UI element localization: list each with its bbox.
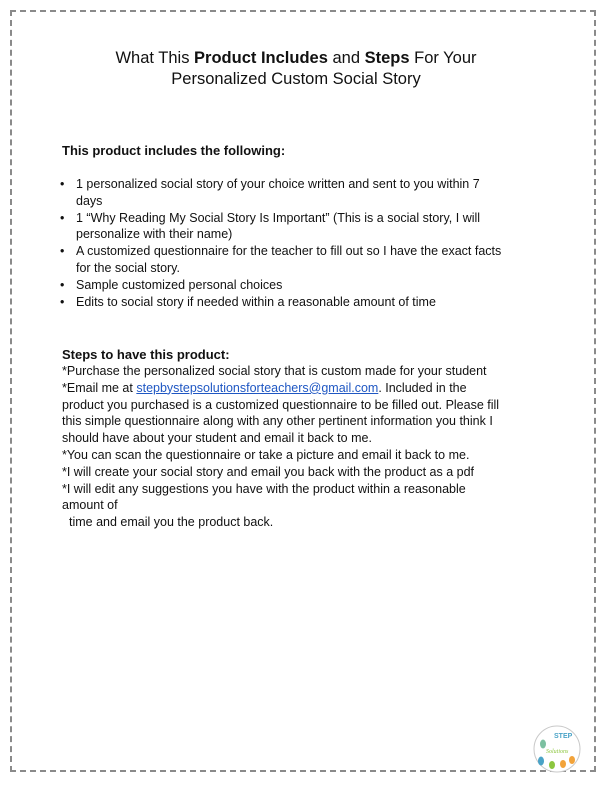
- page-title: [0, 48, 592, 90]
- steps-line: product you purchased is a customized questionnaire to be filled out. Please fill: [62, 397, 500, 412]
- steps-heading: Steps to have this product:: [62, 347, 230, 362]
- list-item: • A customized questionnaire for the teacher to fill out so I have the exact facts for the social story.: [60, 244, 502, 275]
- steps-line: *Purchase the personalized social story that is custom made for your student: [62, 364, 487, 378]
- steps-line: *You can scan the questionnaire or take a picture and email it back to me.: [62, 447, 470, 462]
- title-line-1: What This Product Includes and Steps For Your: [115, 49, 477, 67]
- steps-line: *I will edit any suggestions you have with the product within a reasonable: [62, 481, 466, 496]
- logo-text-solutions: Solutions: [546, 749, 569, 755]
- steps-logo-icon: [532, 724, 582, 774]
- steps-line: time and email you the product back.: [69, 515, 274, 530]
- list-item: • 1 “Why Reading My Social Story Is Important” (This is a social story, I will personalize with their name): [60, 210, 481, 242]
- title-line-2: Personalized Custom Social Story: [171, 70, 421, 88]
- list-item: • Sample customized personal choices: [60, 277, 283, 292]
- steps-line: should have about your student and email it back to me.: [62, 431, 372, 446]
- includes-heading: This product includes the following:: [62, 143, 286, 158]
- steps-line: *Email me at stepbystepsolutionsforteachers@gmail.com. Included in the: [62, 380, 467, 395]
- list-item: • Edits to social story if needed within a reasonable amount of time: [60, 294, 436, 309]
- logo-text-steps: STEP: [554, 733, 573, 740]
- includes-list: [58, 176, 558, 310]
- list-item: • 1 personalized social story of your choice written and sent to you within 7 days: [60, 177, 480, 208]
- steps-section: [62, 346, 562, 531]
- steps-line: amount of: [62, 498, 118, 513]
- email-link[interactable]: stepbystepsolutionsforteachers@gmail.com: [136, 380, 379, 395]
- steps-line: *I will create your social story and email you back with the product as a pdf: [62, 464, 475, 479]
- steps-line: this simple questionnaire along with any other pertinent information you think I: [62, 414, 493, 429]
